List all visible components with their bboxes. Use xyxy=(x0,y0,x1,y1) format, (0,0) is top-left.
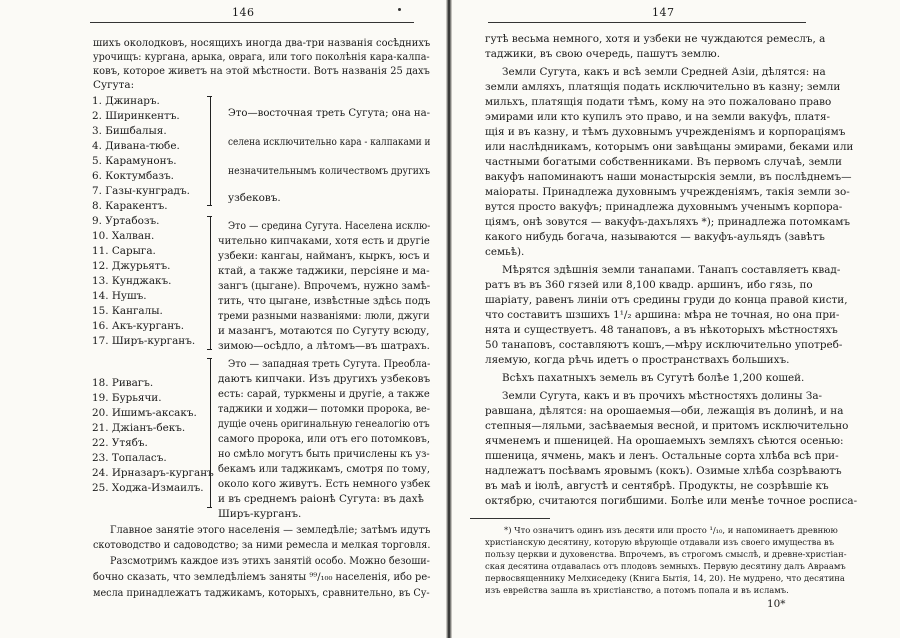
body-line: вакуфъ напоминаютъ наши монастырскія земли, въ послѣднемъ— xyxy=(485,171,852,183)
printer-mark xyxy=(398,8,401,11)
body-line: 50 танаповъ, составляютъ кошъ,—мѣру исключительно употреб- xyxy=(485,339,843,351)
list-item: 14. Нушъ. xyxy=(92,290,147,302)
group-text-line: и мазангъ, мотаются по Сугуту всюду, xyxy=(218,325,430,337)
group-text-line: и въ среднемъ раіонѣ Сугута: въ дахѣ xyxy=(218,493,424,505)
body-line: ратъ въ въ 360 гязей или 8,100 квадр. аршинъ, ибо гязь, по xyxy=(485,279,813,291)
left-page xyxy=(0,0,448,638)
list-item: 5. Карамунонъ. xyxy=(92,155,177,167)
group-text-line: дущіе очень оригинальную генеалогію отъ xyxy=(218,418,430,430)
body-line: мильхъ, платящія подати тѣмъ, кому на это пожаловано право xyxy=(485,96,832,108)
group-text-line: селена исключительно кара - калпаками и xyxy=(228,136,431,148)
body-line: частными богатыми собственниками. Въ первомъ случаѣ, земли xyxy=(485,156,842,168)
body-line: равшана, дѣлятся: на орошаемыя—оби, лежащія въ долинѣ, и на xyxy=(485,405,844,417)
body-line: пшеница, ячмень, макъ и ленъ. Остальные сорта хлѣба всѣ при- xyxy=(485,450,839,462)
list-item: 21. Джіанъ-бекъ. xyxy=(92,422,186,434)
body-line: семьѣ). xyxy=(485,246,525,258)
list-item: 12. Джурьятъ. xyxy=(92,260,171,272)
group-text-line: таджики и ходжи— потомки пророка, ве- xyxy=(218,403,431,415)
body-line: Мѣрятся здѣшнія земли танапами. Танапъ составляетъ квад- xyxy=(502,264,841,276)
intro-line: урочищъ: кургана, арыка, оврага, или того поколѣнія кара-калпа- xyxy=(93,51,430,63)
header-rule xyxy=(488,22,806,23)
page-number: 146 xyxy=(232,6,255,19)
list-item: 9. Уртабозъ. xyxy=(92,215,160,227)
body-line: надлежатъ посѣвамъ яровымъ (кокъ). Озимые хлѣба созрѣваютъ xyxy=(485,465,842,477)
group-text-line: Ширъ-курганъ. xyxy=(218,508,302,520)
footnote-line: первосвященнику Мелхиседеку (Книга Бытія, 14, 20). Не мудрено, что десятина xyxy=(485,573,845,583)
group-brace xyxy=(210,216,211,350)
body-line: Главное занятіе этого населенія — земледѣліе; затѣмъ идутъ xyxy=(110,524,431,536)
list-item: 15. Кангалы. xyxy=(92,305,163,317)
body-line: Земли Сугута, какъ и всѣ земли Средней Азіи, дѣлятся: на xyxy=(502,66,826,78)
group-text-line: даютъ кипчаки. Изъ другихъ узбековъ xyxy=(218,373,431,385)
list-item: 23. Топаласъ. xyxy=(92,452,167,464)
group-brace xyxy=(210,358,211,508)
group-text-line: зимою—осѣдло, а лѣтомъ—въ шатрахъ. xyxy=(218,340,430,352)
header-rule xyxy=(90,22,414,23)
footnote-line: ская десятина отдавалась отъ плодовъ земныхъ. Первую десятину далъ Авраамъ xyxy=(485,561,846,571)
list-item: 19. Бурьячи. xyxy=(92,392,162,404)
body-line: земли амляхъ, платящія подать исключительно въ казну; земли xyxy=(485,81,841,93)
body-line: что составитъ шзшихъ 1¹/₂ аршина: мѣра не точная, но она при- xyxy=(485,309,840,321)
body-line: Земли Сугута, какъ и въ прочихъ мѣстностяхъ долины За- xyxy=(502,390,823,402)
list-item: 22. Утябъ. xyxy=(92,437,148,449)
body-line: гутѣ весьма немного, хотя и узбеки не чуждаются ремеслъ, а xyxy=(485,33,826,45)
footnote-line: *) Что означитъ одинъ изъ десяти или просто ¹/₁₀, и напоминаетъ древнюю xyxy=(504,525,838,535)
footnote-line: христіанскую десятину, которую вѣрующіе отдавали изъ своего имущества въ xyxy=(485,537,835,547)
body-line: ляемую, когда рѣчь идетъ о пространствахъ большихъ. xyxy=(485,354,790,366)
body-line: въ маѣ и іюлѣ, августѣ и сентябрѣ. Продукты, не созрѣвшіе къ xyxy=(485,480,829,492)
body-line: или наслѣдникамъ, которымъ они завѣщаны эмирами, беками или xyxy=(485,141,854,153)
body-line: вутся просто вакуфъ; принадлежа духовнымъ ученымъ корпора- xyxy=(485,201,843,213)
list-item: 1. Джинаръ. xyxy=(92,95,160,107)
intro-line: Сугута: xyxy=(93,79,135,91)
footnote-line: пользу церкви и духовенства. Впрочемъ, въ строгомъ смыслѣ, и древне-христіан- xyxy=(485,549,847,559)
group-text-line: узбеки: кангаы, найманъ, кыркъ, юсъ и xyxy=(218,250,430,262)
body-line: Разсмотримъ каждое изъ этихъ занятій особо. Можно безоши- xyxy=(110,555,430,567)
list-item: 6. Коктумбазъ. xyxy=(92,170,174,182)
group-text-line: чительно кипчаками, хотя есть и другіе xyxy=(218,235,430,247)
body-line: Всѣхъ пахатныхъ земель въ Сугутѣ болѣе 1,200 кошей. xyxy=(502,372,805,384)
list-item: 8. Каракентъ. xyxy=(92,200,168,212)
list-item: 11. Сарыга. xyxy=(92,245,156,257)
signature-mark: 10* xyxy=(767,598,786,610)
group-text-line: треми разными названіями: люли, джуги xyxy=(218,310,430,322)
body-line: ціямъ, онѣ зовутся — вакуфъ-дахъляхъ *); принадлежа потомкамъ xyxy=(485,216,851,228)
body-line: нята и существуетъ. 48 танаповъ, а въ нѣкоторыхъ мѣстностяхъ xyxy=(485,324,838,336)
group-text-line: бекамъ или таджикамъ, смотря по тому, xyxy=(218,463,430,475)
body-line: ячменемъ и пшеницей. На орошаемыхъ земляхъ сѣются осенью: xyxy=(485,435,844,447)
list-item: 25. Ходжа-Измаилъ. xyxy=(92,482,204,494)
group-text-line: Это — западная треть Сугута. Преобла- xyxy=(228,358,431,370)
body-line: щія и въ казну, и тѣмъ духовнымъ учрежденіямъ и корпораціямъ xyxy=(485,126,846,138)
body-line: месла принадлежатъ таджикамъ, которыхъ, сравнительно, въ Су- xyxy=(93,587,430,599)
list-item: 4. Дивана-тюбе. xyxy=(92,140,180,152)
list-item: 7. Газы-кунградъ. xyxy=(92,185,190,197)
group-text-line: Это — средина Сугута. Населена исклю- xyxy=(228,220,431,232)
list-item: 3. Бишбалыя. xyxy=(92,125,167,137)
body-line: октябрю, считаются погибшими. Болѣе или менѣе точное росписа- xyxy=(485,495,858,507)
list-item: 10. Халван. xyxy=(92,230,155,242)
list-item: 24. Ирназаръ-курганъ xyxy=(92,467,214,479)
group-text-line: тить, что цыгане, извѣстные здѣсь подъ xyxy=(218,295,431,307)
footnote-rule xyxy=(470,518,550,519)
body-line: маіораты. Принадлежа духовнымъ учрежденіямъ, такія земли зо- xyxy=(485,186,850,198)
group-text-line: узбековъ. xyxy=(228,192,281,204)
body-line: бочно сказать, что земледѣліемъ заняты ⁹⁹/₁₀₀ населенія, ибо ре- xyxy=(93,571,431,583)
list-item: 13. Кунджакъ. xyxy=(92,275,172,287)
intro-line: ковъ, которое живетъ на этой мѣстности. Вотъ названія 25 дахъ xyxy=(93,65,430,77)
body-line: какого нибудь богача, называются — вакуфъ-аульядъ (завѣтъ xyxy=(485,231,825,243)
group-text-line: ктай, а также таджики, персіяне и ма- xyxy=(218,265,430,277)
group-text-line: но смѣло могутъ быть причислены къ уз- xyxy=(218,448,430,460)
page-number: 147 xyxy=(652,6,675,19)
list-item: 2. Ширинкентъ. xyxy=(92,110,180,122)
list-item: 17. Ширъ-курганъ. xyxy=(92,335,196,347)
list-item: 16. Акъ-курганъ. xyxy=(92,320,185,332)
list-item: 20. Ишимъ-аксакъ. xyxy=(92,407,197,419)
group-text-line: самого пророка, или отъ его потомковъ, xyxy=(218,433,431,445)
group-text-line: незначительнымъ количествомъ другихъ xyxy=(228,165,430,177)
body-line: скотоводство и садоводство; за ними ремесла и мелкая торговля. xyxy=(93,539,431,551)
intro-line: шихъ околодковъ, носящихъ иногда два-три названія сосѣднихъ xyxy=(93,37,431,49)
right-page xyxy=(452,0,900,638)
group-text-line: около кого живутъ. Есть немного узбек xyxy=(218,478,431,490)
list-item: 18. Ривагъ. xyxy=(92,377,154,389)
group-text-line: есть: сарай, туркмены и другіе, а также xyxy=(218,388,430,400)
group-text-line: Это—восточная треть Сугута; она на- xyxy=(228,107,431,119)
group-text-line: зангъ (цыгане). Впрочемъ, нужно замѣ- xyxy=(218,280,431,292)
body-line: таджики, въ свою очередь, пашутъ землю. xyxy=(485,48,721,60)
footnote-line: изъ еврейства зашла въ христіанство, а потомъ попала и въ исламъ. xyxy=(485,585,789,595)
body-line: эмирами или кто купилъ это право, и на земли вакуфъ, платя- xyxy=(485,111,831,123)
group-brace xyxy=(210,96,211,206)
body-line: шаріату, равенъ линіи отъ средины груди до конца правой кисти, xyxy=(485,294,848,306)
body-line: степныя—ляльми, засѣваемыя весной, и притомъ исключительно xyxy=(485,420,849,432)
